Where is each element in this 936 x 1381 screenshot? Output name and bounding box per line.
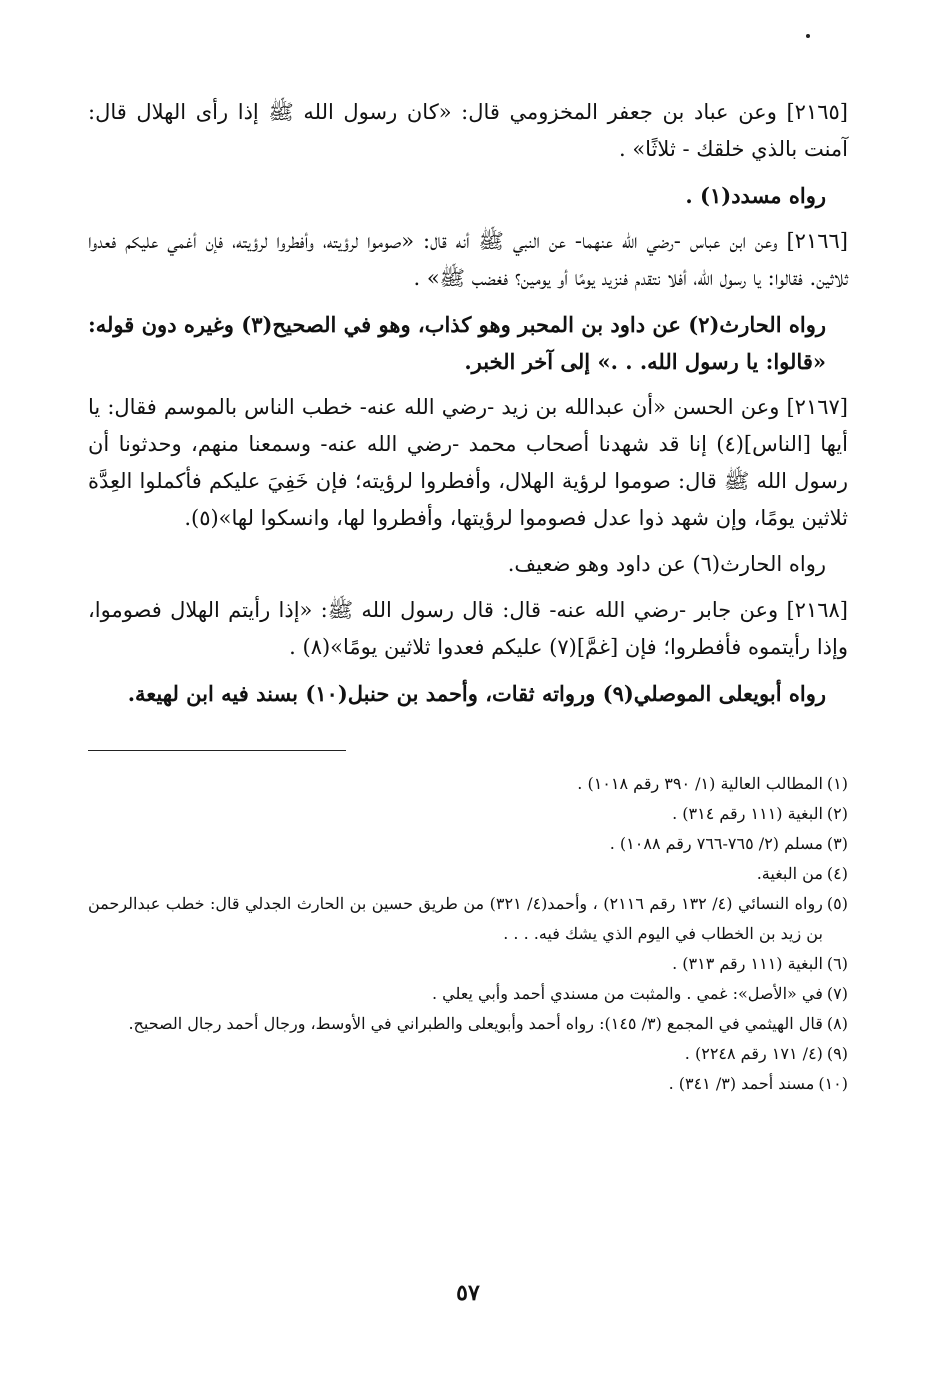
footnote-text: مسلم (٢/ ٧٦٥-٧٦٦ رقم ١٠٨٨) . [609,834,823,853]
footnote-6 [88,949,848,979]
page-body [88,94,848,1099]
footnote-4 [88,859,848,889]
page-number: ٥٧ [456,1280,480,1306]
narration-2165: رواه مسدد(١) . [685,183,826,208]
footnote-text: (٤/ ١٧١ رقم ٢٢٤٨) . [684,1044,823,1063]
footnote-10 [88,1069,848,1099]
hadith-2165: [٢١٦٥] وعن عباد بن جعفر المخزومي قال: «كان رسول الله ﷺ إذا رأى الهلال قال: آمنت بالذي خلقك - ثلاثًا» . [88,100,848,161]
footnote-text: من البغية. [756,864,823,883]
narration-2167: رواه الحارث(٦) عن داود وهو ضعيف. [507,552,826,576]
footnote-3 [88,829,848,859]
narration-2168: رواه أبويعلى الموصلي(٩) ورواته ثقات، وأحمد بن حنبل(١٠) بسند فيه ابن لهيعة. [127,681,826,706]
footnote-number: (٦) [826,954,848,973]
footnote-divider [88,750,346,751]
footnotes [88,769,848,1099]
footnote-number: (٢) [826,804,848,823]
narration-2166: رواه الحارث(٢) عن داود بن المحبر وهو كذاب، وهو في الصحيح(٣) وغيره دون قوله: «قالوا: يا رسول الله. . .» إلى آخر الخبر. [88,312,826,374]
footnote-text: البغية (١١١ رقم ٣١٤) . [672,804,823,823]
footnote-9 [88,1039,848,1069]
footnote-number: (٧) [826,984,848,1003]
footnote-text: قال الهيثمي في المجمع (٣/ ١٤٥): رواه أحمد وأبويعلى والطبراني في الأوسط، ورجال أحمد رجال الصحيح. [128,1014,823,1033]
footnote-number: (٤) [826,864,848,883]
corner-dot [806,34,810,38]
footnote-2 [88,799,848,829]
hadith-2167: [٢١٦٧] وعن الحسن «أن عبدالله بن زيد -رضي الله عنه- خطب الناس بالموسم فقال: يا أيها [الناس](٤) إنا قد شهدنا أصحاب محمد -رضي الله عنه- وسمعنا منهم، وحدثونا أن رسول الله ﷺ قال: صوموا لرؤية الهلال، وأفطروا لرؤيته؛ فإن خَفِيَ عليكم فأكملوا العِدَّة ثلاثين يومًا، وإن شهد ذوا عدل فصوموا لرؤيتها، وأفطروا لها، وانسكوا لها»(٥). [88,395,848,530]
footnote-number: (٩) [826,1044,848,1063]
footnote-text: رواه النسائي (٤/ ١٣٢ رقم ٢١١٦) ، وأحمد(٤/ ٣٢١) من طريق حسين بن الحارث الجدلي قال: خطب عبدالرحمن بن زيد بن الخطاب في اليوم الذي يشك فيه. . . . [88,894,823,943]
footnote-number: (١) [826,774,848,793]
footnote-number: (١٠) [818,1074,848,1093]
footnote-text: مسند أحمد (٣/ ٣٤١) . [668,1074,815,1093]
footnote-8 [88,1009,848,1039]
footnote-5 [88,889,848,949]
hadith-2166: [٢١٦٦] وعن ابن عباس -رضي الله عنهما- عن النبي ﷺ أنه قال: «صوموا لرؤيته، وأفطروا لرؤيته، فإن أغمي عليكم فعدوا ثلاثين. فقالوا: يا رسول الله، أفلا نتقدم فنزيد يومًا أو يومين؟ فغضب ﷺ» . [88,229,848,290]
footnote-number: (٨) [826,1014,848,1033]
footnote-number: (٣) [826,834,848,853]
footnote-1 [88,769,848,799]
footnote-number: (٥) [826,894,848,913]
footnote-text: في «الأصل»: غمي . والمثبت من مسندي أحمد وأبي يعلي . [431,984,823,1003]
footnote-text: المطالب العالية (١/ ٣٩٠ رقم ١٠١٨) . [577,774,823,793]
footnote-7 [88,979,848,1009]
hadith-2168: [٢١٦٨] وعن جابر -رضي الله عنه- قال: قال رسول الله ﷺ: «إذا رأيتم الهلال فصوموا، وإذا رأيتموه فأفطروا؛ فإن [غمَّ](٧) عليكم فعدوا ثلاثين يومًا»(٨) . [88,598,848,659]
footnote-text: البغية (١١١ رقم ٣١٣) . [672,954,823,973]
